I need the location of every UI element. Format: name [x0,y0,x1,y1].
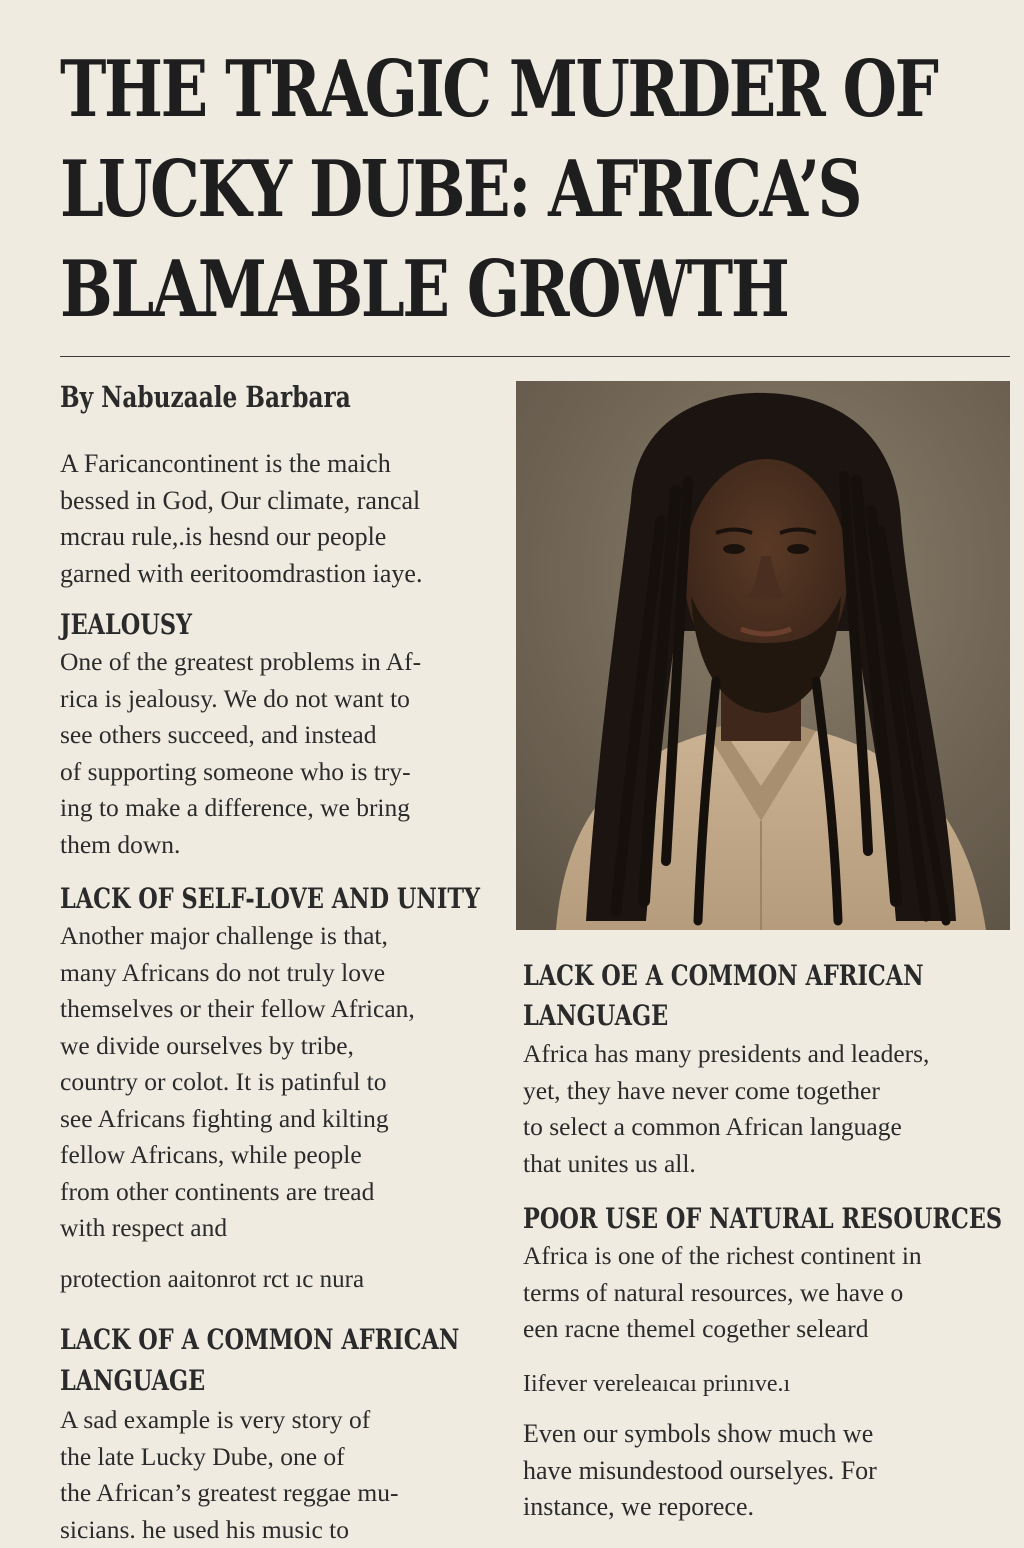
text-line: A Faricancontinent is the maich [60,446,422,483]
text-line: Iifever vereleaıcaı priınıve.ı [523,1366,790,1403]
text-line: mcrau rule,.is hesnd our people [60,519,422,556]
text-line: many Africans do not truly love [60,955,585,992]
text-line: that unites us all. [523,1146,1024,1183]
section-natural-resources [523,1200,1024,1348]
text-line: terms of natural resources, we have o [523,1275,1024,1312]
intro-paragraph [60,446,422,592]
text-line: them down. [60,827,421,864]
text-line: Africa has many presidents and leaders, [523,1036,1024,1073]
text-line: themselves or their fellow African, [60,991,585,1028]
headline-line: LUCKY DUBE: AFRICA’S [60,140,828,240]
self-love-tail [60,1262,364,1299]
headline-divider [60,356,1010,357]
text-line: Another major challenge is that, [60,918,585,955]
portrait-photo [516,381,1010,930]
section-heading: LANGUAGE [523,996,924,1036]
text-line: the late Lucky Dube, one of [60,1439,559,1476]
text-line: rica is jealousy. We do not want to [60,681,421,718]
section-heading: POOR USE OF NATURAL RESOURCES [523,1200,1002,1238]
portrait-illustration [516,381,1010,930]
section-heading: JEALOUSY [60,606,349,644]
text-line: fellow Africans, while people [60,1137,585,1174]
text-line: One of the greatest problems in Af- [60,644,421,681]
text-line: instance, we reporece. [523,1489,877,1526]
text-line: Africa is one of the richest continent in [523,1238,1024,1275]
text-line: country or colot. It is patinful to [60,1064,585,1101]
text-line: see others succeed, and instead [60,717,421,754]
headline-line: BLAMABLE GROWTH [60,240,828,340]
text-line: of supporting someone who is try- [60,754,421,791]
text-line: have misundestood ourselyes. For [523,1453,877,1490]
section-self-love [60,880,585,1247]
text-line: yet, they have never come together [523,1073,1024,1110]
text-line: garned with eeritoomdrastion iaye. [60,556,422,593]
text-line: the African’s greatest reggae mu- [60,1475,559,1512]
text-line: sicians. he used his music to [60,1512,559,1548]
text-line: een racne themel cogether seleard [523,1311,1024,1348]
headline [60,40,828,340]
section-heading: LACK OF A COMMON AFRICAN [60,1320,459,1360]
text-line: Even our symbols show much we [523,1416,877,1453]
byline: By Nabuzaale Barbara [60,380,351,414]
section-heading: LACK OF SELF-LOVE AND UNITY [60,880,480,918]
section-jealousy [60,606,421,863]
text-line: A sad example is very story of [60,1402,559,1439]
section-heading: LACK OE A COMMON AFRICAN [523,956,924,996]
text-line: to select a common African language [523,1109,1024,1146]
section-symbols [523,1416,877,1526]
text-line: see Africans fighting and kilting [60,1101,585,1138]
text-line: ing to make a difference, we bring [60,790,421,827]
text-line: with respect and [60,1210,585,1247]
text-line: from other continents are tread [60,1174,585,1211]
section-common-language-left [60,1320,559,1548]
text-line: protection aaitonrot rct ıc nura [60,1262,364,1299]
text-line: bessed in God, Our climate, rancal [60,483,422,520]
section-common-language-right [523,956,1024,1182]
section-heading: LANGUAGE [60,1360,459,1402]
garbled-line [523,1366,790,1403]
headline-line: THE TRAGIC MURDER OF [60,40,828,140]
text-line: we divide ourselves by tribe, [60,1028,585,1065]
